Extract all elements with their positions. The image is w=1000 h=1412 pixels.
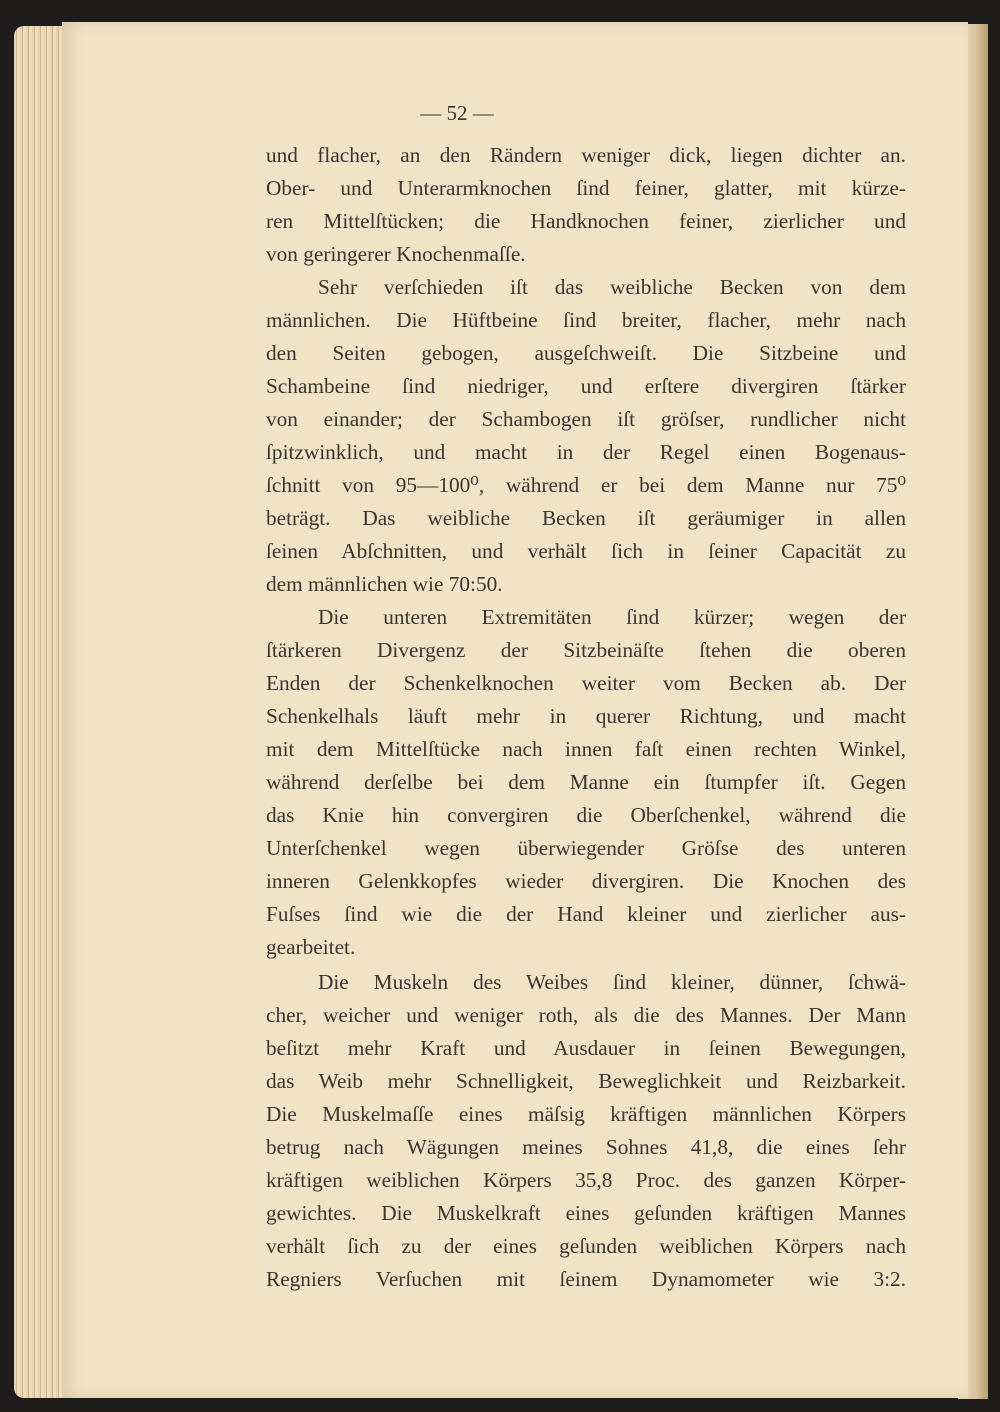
text-line: Ober- und Unterarmknochen ſind feiner, glatter, mit kürze- — [266, 176, 906, 200]
text-line: Regniers Verſuchen mit ſeinem Dynamometer wie 3:2. — [266, 1267, 906, 1291]
text-line: kräftigen weiblichen Körpers 35,8 Proc. des ganzen Körper- — [266, 1168, 906, 1192]
text-line: betrug nach Wägungen meines Sohnes 41,8, die eines ſehr — [266, 1135, 906, 1159]
text-line: beträgt. Das weibliche Becken iſt geräumiger in allen — [266, 506, 906, 530]
text-line: Schenkelhals läuft mehr in querer Richtung, und macht — [266, 704, 906, 728]
text-line: dem männlichen wie 70:50. — [266, 572, 503, 596]
text-line: das Knie hin convergiren die Oberſchenkel, während die — [266, 803, 906, 827]
text-line: von einander; der Schambogen iſt gröſser, rundlicher nicht — [266, 407, 906, 431]
page-number: — 52 — — [420, 101, 494, 125]
book-page — [62, 22, 968, 1398]
text-line: mit dem Mittelſtücke nach innen faſt einen rechten Winkel, — [266, 737, 906, 761]
text-line: das Weib mehr Schnelligkeit, Beweglichkeit und Reizbarkeit. — [266, 1069, 906, 1093]
text-line: ſpitzwinklich, und macht in der Regel einen Bogenaus- — [266, 440, 906, 464]
text-line: Enden der Schenkelknochen weiter vom Becken ab. Der — [266, 671, 906, 695]
text-line: den Seiten gebogen, ausgeſchweiſt. Die Sitzbeine und — [266, 341, 906, 365]
text-line: ſtärkeren Divergenz der Sitzbeinäſte ſtehen die oberen — [266, 638, 906, 662]
text-line: ſeinen Abſchnitten, und verhält ſich in ſeiner Capacität zu — [266, 539, 906, 563]
text-line: Unterſchenkel wegen überwiegender Gröſse des unteren — [266, 836, 906, 860]
text-line: gewichtes. Die Muskelkraft eines geſunden kräftigen Mannes — [266, 1201, 906, 1225]
text-line: während derſelbe bei dem Manne ein ſtumpfer iſt. Gegen — [266, 770, 906, 794]
text-line: verhält ſich zu der eines geſunden weiblichen Körpers nach — [266, 1234, 906, 1258]
text-line: männlichen. Die Hüftbeine ſind breiter, flacher, mehr nach — [266, 308, 906, 332]
text-line: Sehr verſchieden iſt das weibliche Becken von dem — [318, 275, 906, 299]
text-line: inneren Gelenkkopfes wieder divergiren. Die Knochen des — [266, 869, 906, 893]
text-line: von geringerer Knochenmaſſe. — [266, 242, 526, 266]
text-line: beſitzt mehr Kraft und Ausdauer in ſeinen Bewegungen, — [266, 1036, 906, 1060]
text-line: ren Mittelſtücken; die Handknochen feiner, zierlicher und — [266, 209, 906, 233]
text-line: und flacher, an den Rändern weniger dick, liegen dichter an. — [266, 143, 906, 167]
text-line: cher, weicher und weniger roth, als die des Mannes. Der Mann — [266, 1003, 906, 1027]
text-line: ſchnitt von 95—100⁰, während er bei dem Manne nur 75⁰ — [266, 473, 906, 497]
text-line: gearbeitet. — [266, 935, 356, 959]
text-line: Schambeine ſind niedriger, und erſtere divergiren ſtärker — [266, 374, 906, 398]
text-line: Die Muskelmaſſe eines mäſsig kräftigen männlichen Körpers — [266, 1102, 906, 1126]
text-line: Die unteren Extremitäten ſind kürzer; wegen der — [318, 605, 906, 629]
text-line: Die Muskeln des Weibes ſind kleiner, dünner, ſchwä- — [318, 970, 906, 994]
text-line: Fuſses ſind wie die der Hand kleiner und zierlicher aus- — [266, 902, 906, 926]
